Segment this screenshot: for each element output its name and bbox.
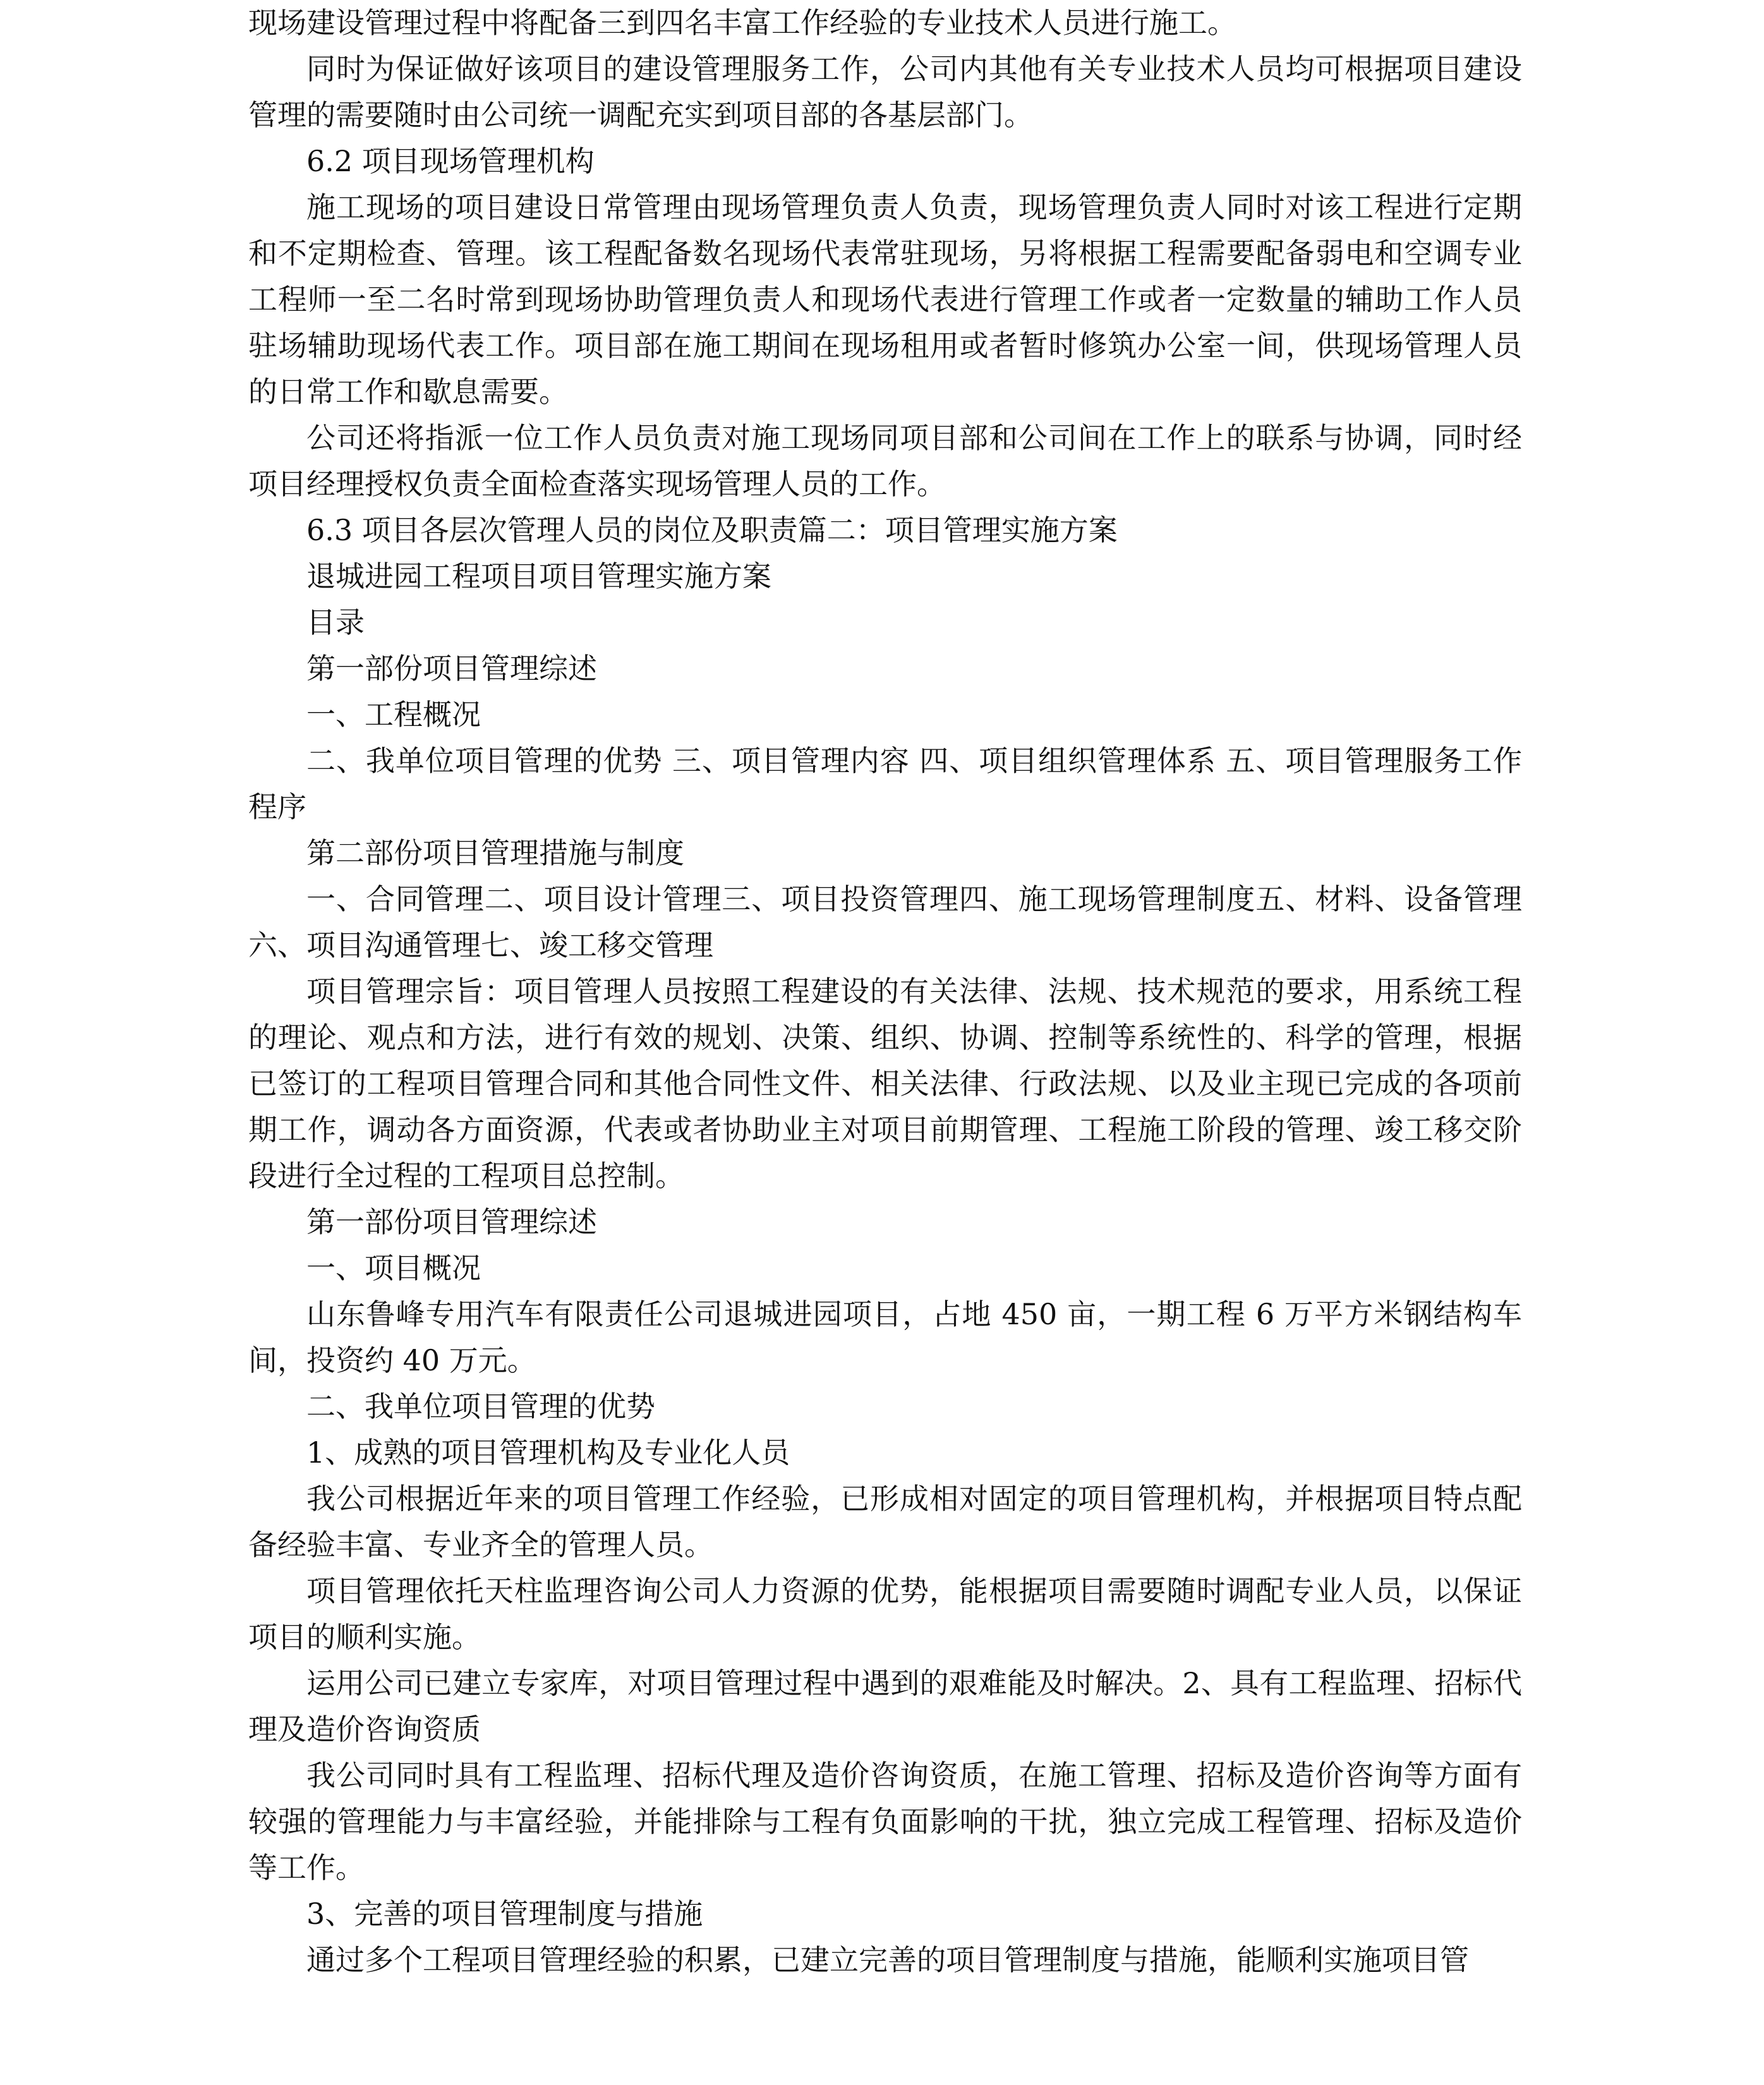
body-paragraph: 同时为保证做好该项目的建设管理服务工作，公司内其他有关专业技术人员均可根据项目建设管理的需要随时由公司统一调配充实到项目部的各基层部门。	[248, 52, 1522, 132]
document-body	[248, 0, 1522, 1983]
body-paragraph: 我公司根据近年来的项目管理工作经验，已形成相对固定的项目管理机构，并根据项目特点配备经验丰富、专业齐全的管理人员。	[248, 1482, 1522, 1562]
section-heading: 6.2 项目现场管理机构	[306, 144, 595, 178]
section-heading: 第一部份项目管理综述	[306, 1205, 597, 1239]
body-paragraph: 施工现场的项目建设日常管理由现场管理负责人负责，现场管理负责人同时对该工程进行定期和不定期检查、管理。该工程配备数名现场代表常驻现场，另将根据工程需要配备弱电和空调专业工程师一至二名时常到现场协助管理负责人和现场代表进行管理工作或者一定数量的辅助工作人员驻场辅助现场代表工作。项目部在施工期间在现场租用或者暂时修筑办公室一间，供现场管理人员的日常工作和歇息需要。	[248, 190, 1522, 409]
body-paragraph: 项目管理依托天柱监理咨询公司人力资源的优势，能根据项目需要随时调配专业人员，以保证项目的顺利实施。	[248, 1574, 1522, 1654]
body-paragraph: 运用公司已建立专家库，对项目管理过程中遇到的艰难能及时解决。2、具有工程监理、招标代理及造价咨询资质	[248, 1666, 1522, 1746]
section-heading: 一、项目概况	[306, 1251, 481, 1285]
section-heading: 1、成熟的项目管理机构及专业化人员	[306, 1435, 790, 1470]
section-heading: 目录	[306, 605, 365, 639]
body-paragraph: 一、合同管理二、项目设计管理三、项目投资管理四、施工现场管理制度五、材料、设备管理六、项目沟通管理七、竣工移交管理	[248, 882, 1522, 962]
section-heading: 第一部份项目管理综述	[306, 651, 597, 686]
body-paragraph: 现场建设管理过程中将配备三到四名丰富工作经验的专业技术人员进行施工。	[248, 6, 1236, 40]
body-paragraph: 项目管理宗旨：项目管理人员按照工程建设的有关法律、法规、技术规范的要求，用系统工程的理论、观点和方法，进行有效的规划、决策、组织、协调、控制等系统性的、科学的管理，根据已签订的工程项目管理合同和其他合同性文件、相关法律、行政法规、以及业主现已完成的各项前期工作，调动各方面资源，代表或者协助业主对项目前期管理、工程施工阶段的管理、竣工移交阶段进行全过程的工程项目总控制。	[248, 974, 1522, 1193]
section-heading: 退城进园工程项目项目管理实施方案	[306, 559, 771, 593]
body-paragraph: 二、我单位项目管理的优势 三、项目管理内容 四、项目组织管理体系 五、项目管理服务工作程序	[248, 744, 1522, 824]
section-heading: 第二部份项目管理措施与制度	[306, 836, 684, 870]
section-heading: 二、我单位项目管理的优势	[306, 1389, 655, 1423]
body-paragraph: 通过多个工程项目管理经验的积累，已建立完善的项目管理制度与措施，能顺利实施项目管	[306, 1943, 1469, 1977]
body-paragraph: 公司还将指派一位工作人员负责对施工现场同项目部和公司间在工作上的联系与协调，同时经项目经理授权负责全面检查落实现场管理人员的工作。	[248, 421, 1522, 501]
section-heading: 3、完善的项目管理制度与措施	[306, 1897, 703, 1931]
body-paragraph: 我公司同时具有工程监理、招标代理及造价咨询资质，在施工管理、招标及造价咨询等方面有较强的管理能力与丰富经验，并能排除与工程有负面影响的干扰，独立完成工程管理、招标及造价等工作。	[248, 1758, 1522, 1885]
body-paragraph: 山东鲁峰专用汽车有限责任公司退城进园项目，占地 450 亩，一期工程 6 万平方米钢结构车间，投资约 40 万元。	[248, 1297, 1522, 1377]
section-heading: 一、工程概况	[306, 698, 481, 732]
section-heading: 6.3 项目各层次管理人员的岗位及职责篇二：项目管理实施方案	[306, 513, 1118, 547]
